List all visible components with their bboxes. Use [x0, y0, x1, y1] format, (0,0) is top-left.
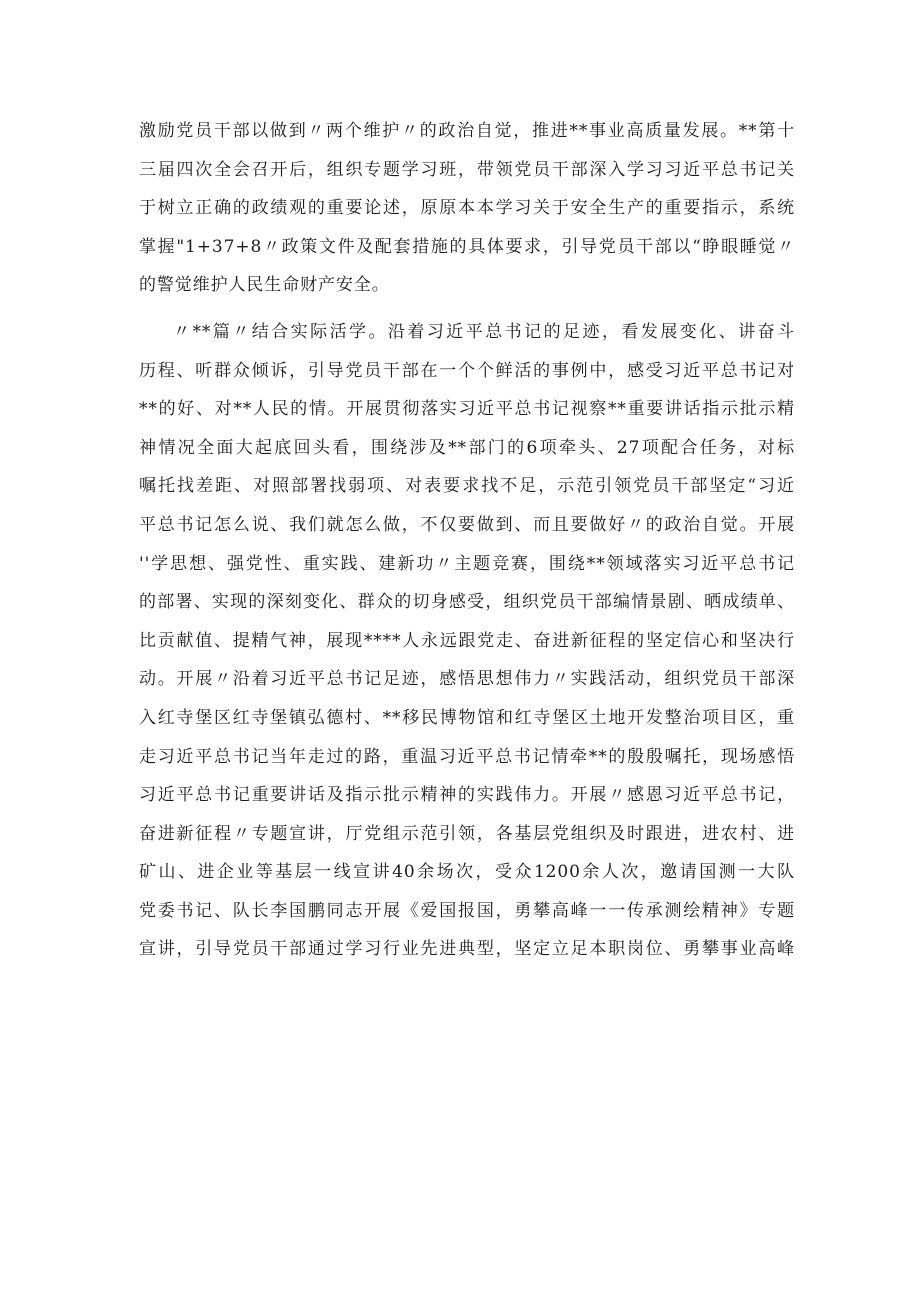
text-line: 历程、听群众倾诉，引导党员干部在一个个鲜活的事例中，感受习近平总书记对: [139, 360, 795, 381]
text-line: 掌握"1+37+8〃政策文件及配套措施的具体要求，引导党员干部以“睁眼睡觉〃: [139, 236, 795, 257]
text-line: 奋进新征程〃专题宣讲，厅党组示范引领，各基层党组织及时跟进，进农村、进: [139, 823, 795, 844]
text-line: 神情况全面大起底回头看，围绕涉及**部门的6项牵头、27项配合任务，对标: [139, 437, 795, 458]
text-line: 习近平总书记重要讲话及指示批示精神的实践伟力。开展〃感恩习近平总书记，: [139, 785, 795, 806]
text-line: 的警觉维护人民生命财产安全。: [139, 275, 390, 296]
document-body: [139, 112, 795, 969]
text-line: 的部署、实现的深刻变化、群众的切身感受，组织党员干部编情景剧、晒成绩单、: [139, 592, 795, 613]
text-line: 宣讲，引导党员干部通过学习行业先进典型，坚定立足本职岗位、勇攀事业高峰: [139, 939, 795, 960]
text-line: 矿山、进企业等基层一线宣讲40余场次，受众1200余人次，邀请国测一大队: [139, 862, 795, 883]
text-line: 〃**篇〃结合实际活学。沿着习近平总书记的足迹，看发展变化、讲奋斗: [173, 321, 795, 342]
paragraph-1: [139, 112, 795, 305]
text-line: 于树立正确的政绩观的重要论述，原原本本学习关于安全生产的重要指示，系统: [139, 198, 795, 219]
paragraph-2: [139, 313, 795, 969]
text-line: 入红寺堡区红寺堡镇弘德村、**移民博物馆和红寺堡区土地开发整治项目区，重: [139, 707, 795, 728]
text-line: ''学思想、强党性、重实践、建新功〃主题竞赛，围绕**领域落实习近平总书记: [139, 553, 795, 574]
text-line: 三届四次全会召开后，组织专题学习班，带领党员干部深入学习习近平总书记关: [139, 159, 795, 180]
text-line: **的好、对**人民的情。开展贯彻落实习近平总书记视察**重要讲话指示批示精: [139, 399, 795, 420]
text-line: 嘱托找差距、对照部署找弱项、对表要求找不足，示范引领党员干部坚定“习近: [139, 476, 795, 497]
text-line: 动。开展〃沿着习近平总书记足迹，感悟思想伟力〃实践活动，组织党员干部深: [139, 669, 795, 690]
text-line: 党委书记、队长李国鹏同志开展《爱国报国，勇攀高峰一一传承测绘精神》专题: [139, 900, 795, 921]
text-line: 比贡献值、提精气神，展现****人永远跟党走、奋进新征程的坚定信心和坚决行: [139, 630, 795, 651]
text-line: 走习近平总书记当年走过的路，重温习近平总书记情牵**的殷殷嘱托，现场感悟: [139, 746, 795, 767]
text-line: 平总书记怎么说、我们就怎么做，不仅要做到、而且要做好〃的政治自觉。开展: [139, 514, 795, 535]
text-line: 激励党员干部以做到〃两个维护〃的政治自觉，推进**事业高质量发展。**第十: [139, 121, 795, 141]
